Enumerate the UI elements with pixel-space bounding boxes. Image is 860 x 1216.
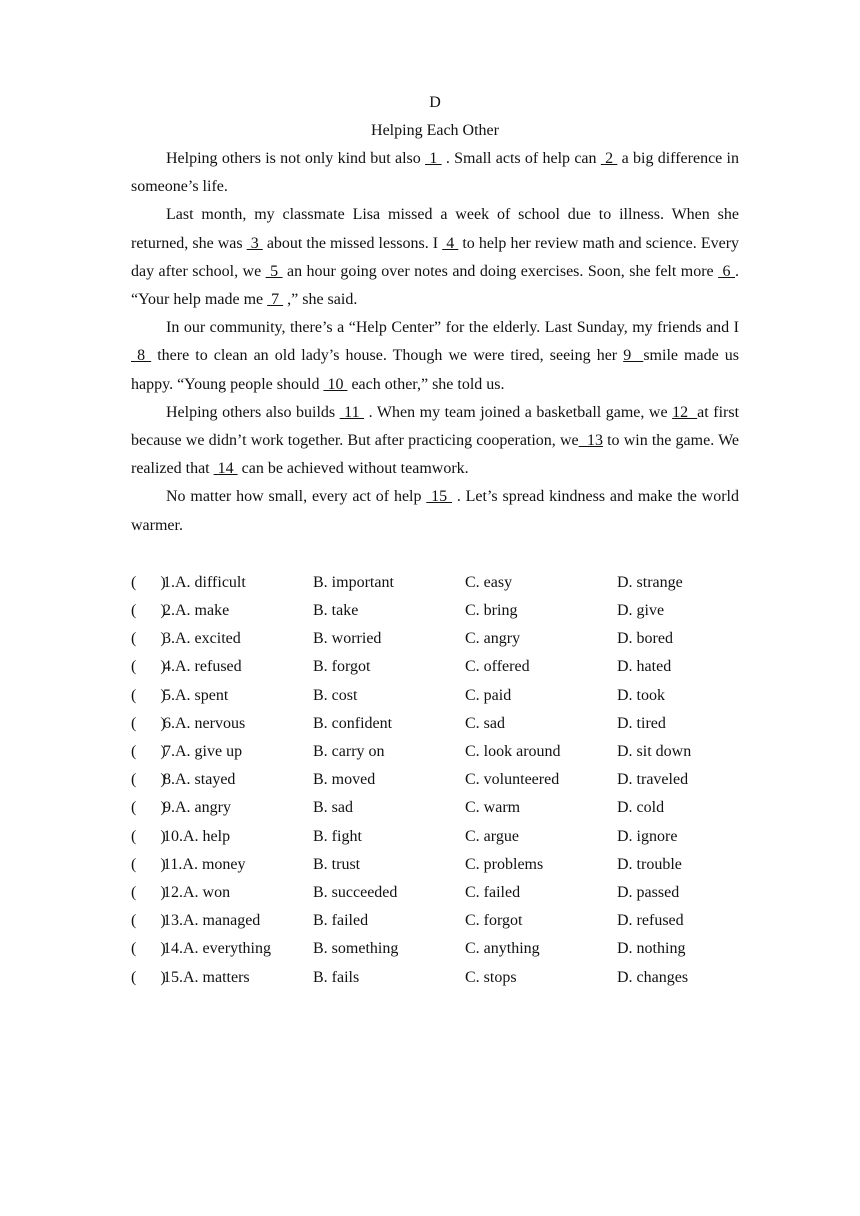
question-row [131,682,739,710]
passage-text: . “Your help made me [131,262,739,309]
question-row [131,625,739,653]
question-row [131,964,739,992]
option-b: B. succeeded [313,884,398,902]
question-row [131,935,739,963]
question-row [131,823,739,851]
option-c: C. warm [465,799,521,817]
passage-text: In our community, there’s a “Help Center” for the elderly. Last Sunday, my friends and I [166,319,739,337]
option-b: B. worried [313,630,382,648]
answer-blank: 7 [267,291,284,309]
answer-parentheses: ( ) [131,827,166,845]
option-d: D. nothing [617,940,686,958]
question-number-cell [131,597,313,625]
option-a: 5.A. spent [163,686,229,704]
question-number-cell [131,710,313,738]
option-b: B. take [313,602,359,620]
passage-text: there to clean an old lady’s house. Though we were tired, seeing her [151,347,624,365]
answer-parentheses: ( ) [131,968,166,986]
answer-blank: 12 [672,403,698,421]
option-a: 7.A. give up [163,743,243,761]
option-c: C. offered [465,658,530,676]
answer-parentheses: ( ) [131,940,166,958]
passage-text: No matter how small, every act of help [166,488,427,506]
answer-parentheses: ( ) [131,799,166,817]
option-a: 13.A. managed [163,912,261,930]
option-d: D. took [617,686,665,704]
option-d: D. refused [617,912,684,930]
passage-title: Helping Each Other [371,122,499,139]
option-b: B. sad [313,799,353,817]
option-a: 8.A. stayed [163,771,236,789]
question-number-cell [131,653,313,681]
answer-parentheses: ( ) [131,658,166,676]
question-number-cell [131,879,313,907]
option-a: 3.A. excited [163,630,241,648]
option-b: B. fails [313,968,360,986]
option-b: B. trust [313,855,361,873]
passage-text: about the missed lessons. I [262,234,443,252]
option-a: 6.A. nervous [163,714,246,732]
option-d: D. passed [617,884,680,902]
option-b: B. carry on [313,743,385,761]
passage-text: Helping others also builds [166,403,340,421]
option-b: B. confident [313,714,393,732]
option-c: C. angry [465,630,521,648]
option-b: B. something [313,940,399,958]
question-number-cell [131,738,313,766]
question-row [131,851,739,879]
answer-parentheses: ( ) [131,573,166,591]
passage-text: each other,” she told us. [347,375,505,393]
passage-text: to win the game. We realized that [131,432,739,478]
option-a: 10.A. help [163,827,231,845]
question-number-cell [131,907,313,935]
option-c: C. argue [465,827,519,845]
option-c: C. easy [465,573,513,591]
option-a: 9.A. angry [163,799,231,817]
answer-parentheses: ( ) [131,912,166,930]
option-d: D. trouble [617,855,682,873]
passage-body [131,145,739,540]
answer-parentheses: ( ) [131,686,166,704]
question-row [131,569,739,597]
answer-blank: 8 [131,347,152,365]
answer-blank: 2 [600,150,618,167]
answer-blank: 11 [339,403,365,421]
passage-paragraph [131,314,739,399]
answer-parentheses: ( ) [131,771,166,789]
passage-text: can be achieved without teamwork. [237,460,469,478]
option-b: B. failed [313,912,369,930]
passage-text: smile made us happy. “Young people should [131,347,739,393]
option-c: C. problems [465,855,544,873]
passage-text: to help her review math and science. Every day after school, we [131,234,740,280]
answer-parentheses: ( ) [131,855,166,873]
answer-blank: 10 [323,375,348,393]
question-number-cell [131,766,313,794]
question-number-cell [131,794,313,822]
option-a: 4.A. refused [163,658,242,676]
option-b: B. cost [313,686,358,704]
option-c: C. failed [465,884,521,902]
passage-text: Last month, my classmate Lisa missed a week of school due to illness. When she returned, she was [131,206,739,252]
question-number-cell [131,964,313,992]
option-a: 11.A. money [163,855,246,873]
answer-blank: 9 [623,347,644,365]
option-c: C. stops [465,968,517,986]
passage-text: an hour going over notes and doing exercises. Soon, she felt more [282,262,719,280]
passage-text: a big difference in someone’s life. [131,150,739,196]
passage-text: Helping others is not only kind but also [166,150,426,167]
option-d: D. traveled [617,771,689,789]
answer-parentheses: ( ) [131,630,166,648]
document-page [131,89,739,992]
option-c: C. volunteered [465,771,560,789]
option-d: D. bored [617,630,673,648]
passage-text: . Small acts of help can [441,150,601,167]
answer-blank: 5 [265,262,283,280]
option-d: D. ignore [617,827,678,845]
option-c: C. bring [465,602,518,620]
section-letter: D [429,94,441,111]
answer-blank: 14 [213,460,238,478]
question-row [131,766,739,794]
option-b: B. fight [313,827,362,845]
option-d: D. hated [617,658,672,676]
answer-blank: 4 [442,234,459,252]
answer-blank: 15 [426,488,452,506]
option-d: D. changes [617,968,689,986]
answer-blank: 1 [425,150,442,167]
answer-blank: 3 [246,234,263,252]
passage-paragraph [131,145,739,201]
question-number-cell [131,851,313,879]
option-a: 15.A. matters [163,968,250,986]
passage-text: ,” she said. [283,291,358,309]
passage-text: at first because we didn’t work together. But after practicing cooperation, we [131,403,740,450]
option-c: C. paid [465,686,512,704]
option-c: C. forgot [465,912,523,930]
passage-text: . When my team joined a basketball game, we [364,403,673,421]
option-c: C. look around [465,743,561,761]
option-b: B. forgot [313,658,371,676]
question-number-cell [131,935,313,963]
option-d: D. cold [617,799,665,817]
question-number-cell [131,823,313,851]
passage-text: . Let’s spread kindness and make the world warmer. [131,488,740,534]
question-row [131,907,739,935]
answer-blank: 13 [578,432,603,450]
question-row [131,879,739,907]
option-d: D. sit down [617,743,692,761]
option-c: C. sad [465,714,505,732]
question-list [131,569,739,992]
question-row [131,653,739,681]
option-d: D. strange [617,573,683,591]
option-a: 12.A. won [163,884,231,902]
answer-parentheses: ( ) [131,714,166,732]
passage-paragraph [131,201,739,314]
question-row [131,738,739,766]
option-a: 2.A. make [163,602,230,620]
option-a: 14.A. everything [163,940,271,958]
passage-paragraph [131,483,739,539]
question-row [131,597,739,625]
option-c: C. anything [465,940,540,958]
question-row [131,710,739,738]
option-d: D. give [617,602,665,620]
option-b: B. moved [313,771,376,789]
question-number-cell [131,569,313,597]
option-b: B. important [313,573,394,591]
passage-paragraph [131,399,739,484]
question-row [131,794,739,822]
answer-parentheses: ( ) [131,884,166,902]
question-number-cell [131,682,313,710]
answer-parentheses: ( ) [131,602,166,620]
question-number-cell [131,625,313,653]
answer-blank: 6 [718,262,735,280]
option-d: D. tired [617,714,666,732]
answer-parentheses: ( ) [131,743,166,761]
option-a: 1.A. difficult [163,573,246,591]
